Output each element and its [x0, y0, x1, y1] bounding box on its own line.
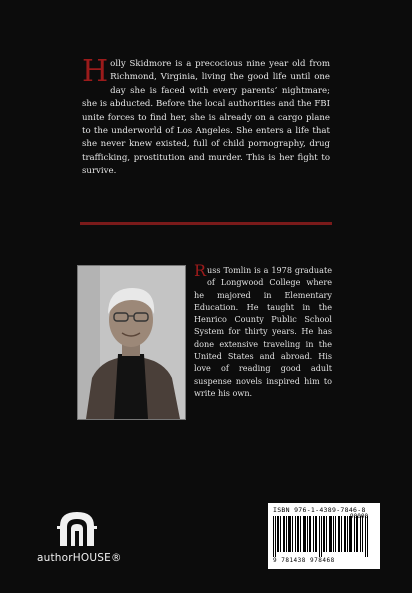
author-bio [194, 261, 332, 399]
publisher-logo [37, 510, 122, 570]
section-divider [80, 222, 332, 225]
authorhouse-arch-icon [56, 510, 98, 546]
isbn-text: ISBN 976-1-4389-7846-8 [273, 506, 366, 514]
barcode-bars [273, 516, 375, 557]
publisher-name: authorHOUSE® [37, 552, 122, 564]
back-cover-blurb [82, 54, 330, 179]
blurb-dropcap: H [82, 54, 109, 89]
price-code: 90000 [350, 513, 369, 520]
blurb-text: olly Skidmore is a precocious nine year old from Richmond, Virginia, living the good life until one day she is faced with every parents’ nightmare; she is abducted. Before the local authorities and the FBI unite forces to find her, she is already on a cargo plane to the underworld of Los Angeles. She enters a life that she never knew existed, full of child pornography, drug trafficking, prostitution and murder. This is her fight to survive. [82, 59, 330, 177]
author-photo [77, 265, 186, 420]
bio-dropcap: R [194, 261, 207, 280]
bio-text: uss Tomlin is a 1978 graduate of Longwood College where he majored in Elementary Education. He taught in the Henrico County Public School System for thirty years. He has done extensive traveling in the United States and abroad. His love of reading good adult suspense novels inspired him to write his own. [194, 265, 332, 398]
ean-digits: 9 781438 978468 [273, 557, 335, 564]
